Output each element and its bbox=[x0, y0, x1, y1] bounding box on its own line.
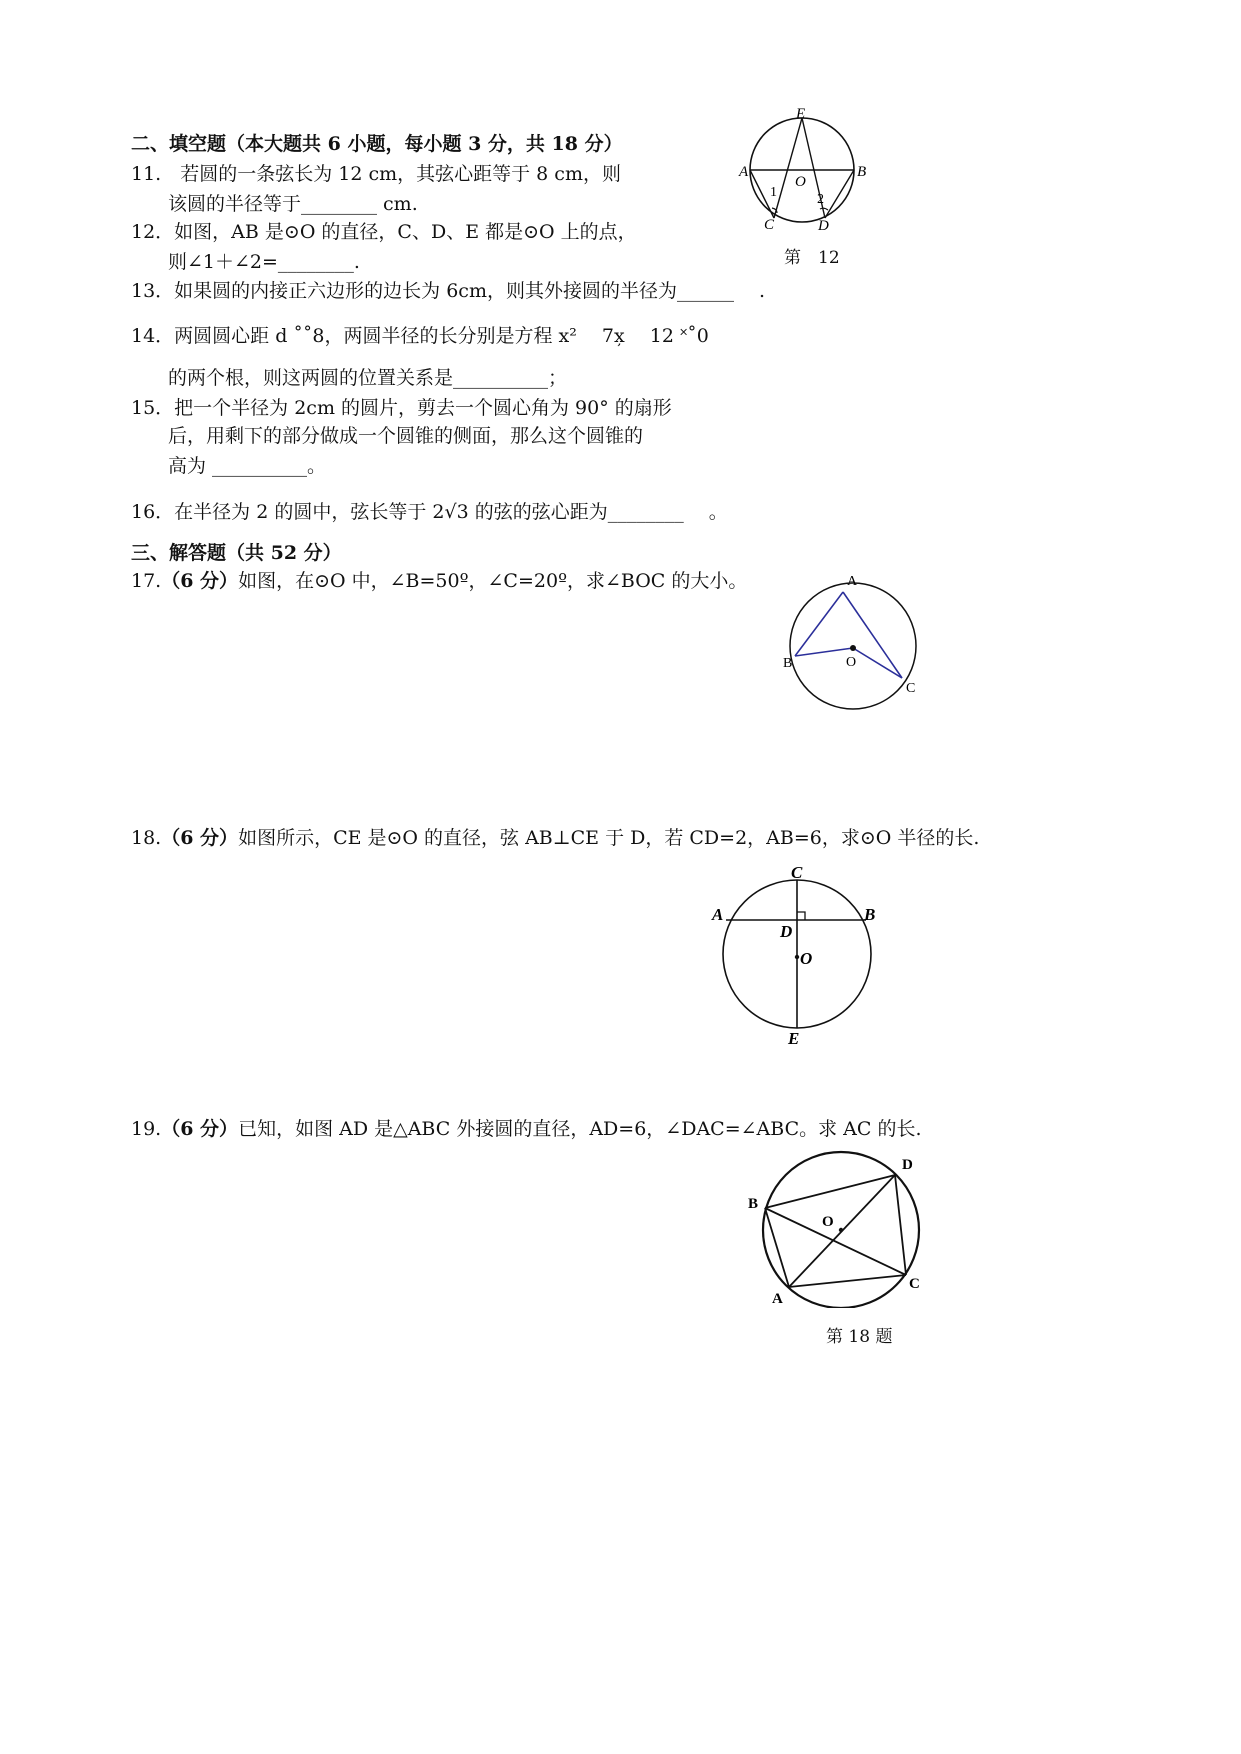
q17-points: （6 分） bbox=[161, 570, 239, 592]
fig18-label-e: E bbox=[788, 1029, 800, 1048]
section2-heading: 二、填空题（本大题共 6 小题，每小题 3 分，共 18 分） bbox=[131, 133, 623, 155]
fig19-chord-dc bbox=[895, 1175, 906, 1275]
fig19-side-ac bbox=[789, 1275, 906, 1287]
fig17-label-a: A bbox=[847, 574, 858, 589]
q19-line bbox=[131, 1117, 922, 1141]
q11-line1: 11. 若圆的一条弦长为 12 cm，其弦心距等于 8 cm，则 bbox=[131, 163, 621, 185]
q19-points: （6 分） bbox=[161, 1118, 239, 1140]
figure-q18 bbox=[710, 858, 890, 1048]
fig12-angle2-arc bbox=[820, 208, 828, 210]
fig17-label-c: C bbox=[906, 681, 916, 696]
figure-q12 bbox=[735, 105, 875, 235]
fig12-label-d: D bbox=[818, 218, 829, 234]
fig19-label-o: O bbox=[822, 1214, 834, 1230]
fig19-label-d: D bbox=[902, 1157, 913, 1173]
q14-line2: 的两个根，则这两圆的位置关系是__________； bbox=[168, 367, 568, 389]
fig12-label-b: B bbox=[857, 164, 867, 180]
figure-q19 bbox=[740, 1148, 925, 1308]
fig18-center-dot bbox=[795, 955, 799, 959]
fig12-label-angle1: 1 bbox=[770, 185, 777, 200]
q13-line: 13．如果圆的内接正六边形的边长为 6cm，则其外接圆的半径为______ . bbox=[131, 280, 766, 302]
fig17-side-ab bbox=[795, 592, 843, 656]
fig12-label-c: C bbox=[764, 217, 775, 233]
fig17-label-o: O bbox=[846, 655, 857, 670]
fig17-label-b: B bbox=[783, 656, 793, 671]
q12-line1: 12．如图，AB 是⊙O 的直径，C、D、E 都是⊙O 上的点， bbox=[131, 221, 637, 243]
fig12-chord-ec bbox=[774, 118, 802, 218]
figure-q17 bbox=[775, 570, 925, 715]
fig19-caption: 第 18 题 bbox=[826, 1327, 893, 1347]
fig18-label-b: B bbox=[864, 905, 876, 924]
fig19-label-a: A bbox=[772, 1291, 783, 1307]
fig18-label-o: O bbox=[800, 949, 813, 968]
q19-text: 已知，如图 AD 是△ABC 外接圆的直径，AD=6，∠DAC=∠ABC。求 AC 的长. bbox=[238, 1118, 922, 1140]
q12-line2: 则∠1＋∠2=________. bbox=[168, 251, 360, 273]
fig18-label-d: D bbox=[780, 922, 793, 941]
fig17-radius-ob bbox=[795, 648, 853, 656]
q11-line2: 该圆的半径等于________ cm. bbox=[168, 193, 418, 215]
fig19-label-b: B bbox=[748, 1196, 759, 1212]
q14-line1: 14．两圆圆心距 d ˚˚8，两圆半径的长分别是方程 x² 7x̦ 12 ˟˚0 bbox=[131, 325, 709, 347]
fig19-side-bc bbox=[765, 1208, 906, 1275]
q18-number: 18. bbox=[131, 827, 162, 849]
q19-number: 19. bbox=[131, 1118, 162, 1140]
q18-line bbox=[131, 826, 979, 850]
section3-heading: 三、解答题（共 52 分） bbox=[131, 542, 342, 564]
q16-line: 16．在半径为 2 的圆中，弦长等于 2√3 的弦的弦心距为________ 。 bbox=[131, 501, 728, 523]
q15-line1: 15．把一个半径为 2cm 的圆片，剪去一个圆心角为 90° 的扇形 bbox=[131, 397, 672, 419]
q18-text: 如图所示，CE 是⊙O 的直径，弦 AB⊥CE 于 D，若 CD=2，AB=6，求⊙O 半径的长. bbox=[238, 827, 980, 849]
fig17-radius-oc bbox=[853, 648, 902, 678]
q15-line2: 后，用剩下的部分做成一个圆锥的侧面，那么这个圆锥的 bbox=[168, 425, 644, 447]
q15-line3: 高为 __________。 bbox=[168, 455, 327, 477]
q17-number: 17. bbox=[131, 570, 162, 592]
fig18-label-a: A bbox=[712, 905, 724, 924]
fig12-label-e: E bbox=[796, 106, 806, 122]
fig12-label-angle2: 2 bbox=[817, 192, 824, 207]
fig12-chord-bd bbox=[825, 170, 854, 218]
fig19-label-c: C bbox=[909, 1276, 920, 1292]
fig18-right-angle-mark bbox=[797, 912, 805, 920]
q18-points: （6 分） bbox=[161, 827, 239, 849]
q17-line bbox=[131, 569, 747, 593]
fig19-center-dot bbox=[839, 1228, 843, 1232]
fig12-label-o: O bbox=[795, 174, 806, 190]
fig19-chord-bd bbox=[765, 1175, 895, 1208]
fig12-label-a: A bbox=[739, 164, 749, 180]
fig18-label-c: C bbox=[791, 863, 803, 882]
fig12-caption: 第 12 bbox=[784, 248, 840, 268]
fig17-center-dot bbox=[850, 645, 856, 651]
q17-text: 如图，在⊙O 中，∠B=50º，∠C=20º，求∠BOC 的大小。 bbox=[238, 570, 748, 592]
